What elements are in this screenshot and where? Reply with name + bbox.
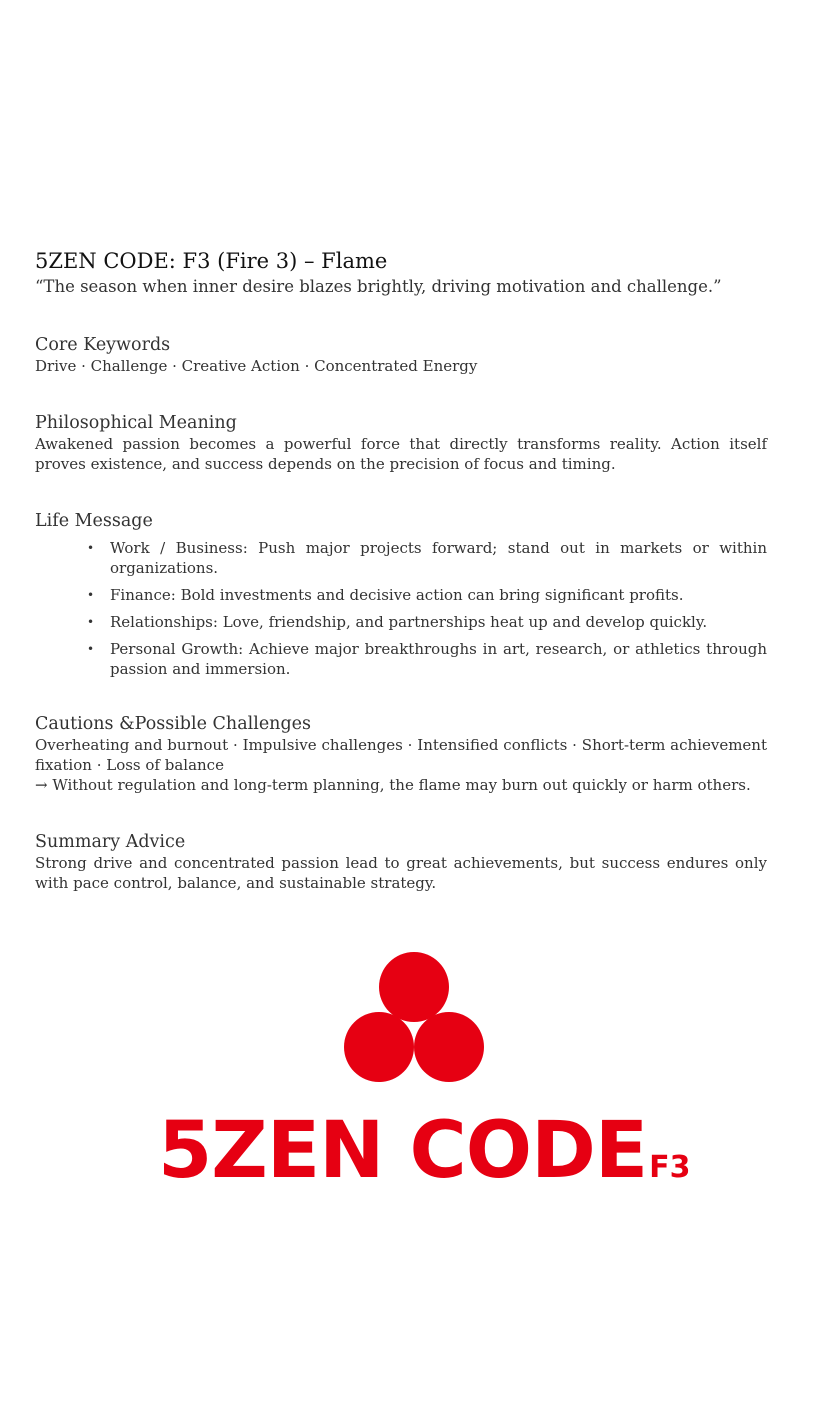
section-summary-advice (35, 831, 767, 893)
section-body: Awakened passion becomes a powerful force that directly transforms reality. Action itself proves existence, and success depends on the precision of focus and timing. (35, 435, 767, 473)
list-item (87, 639, 767, 679)
list-item-text: Finance: Bold investments and decisive action can bring significant profits. (110, 586, 684, 604)
list-item-text: Relationships: Love, friendship, and partnerships heat up and develop quickly. (110, 613, 708, 631)
section-heading: Summary Advice (35, 832, 186, 852)
section-philosophical-meaning (35, 412, 767, 474)
bullet-icon: • (87, 588, 95, 602)
section-body: Overheating and burnout · Impulsive challenges · Intensified conflicts · Short-term achievement fixation · Loss of balance (35, 736, 767, 774)
section-body: Drive · Challenge · Creative Action · Concentrated Energy (35, 357, 478, 375)
bullet-icon: • (87, 541, 95, 555)
list-item-text: Personal Growth: Achieve major breakthroughs in art, research, or athletics through passion and immersion. (110, 640, 767, 678)
brand-logo (0, 950, 827, 1200)
list-item (87, 585, 767, 605)
three-circles-icon (339, 950, 489, 1085)
life-message-list (35, 538, 767, 679)
list-item-text: Work / Business: Push major projects forward; stand out in markets or within organizations. (110, 539, 767, 577)
section-heading: Core Keywords (35, 335, 171, 355)
bullet-icon: • (87, 642, 95, 656)
logo-wordmark (158, 1106, 691, 1207)
section-heading: Philosophical Meaning (35, 413, 237, 433)
section-life-message (35, 510, 767, 679)
section-core-keywords (35, 334, 767, 376)
logo-name: 5ZEN CODE (158, 1106, 648, 1196)
section-heading: Life Message (35, 511, 153, 531)
document-content (35, 247, 767, 893)
section-cautions (35, 713, 767, 795)
page-subtitle: “The season when inner desire blazes brightly, driving motivation and challenge.” (35, 277, 722, 296)
list-item (87, 612, 767, 632)
page-title: 5ZEN CODE: F3 (Fire 3) – Flame (35, 249, 388, 273)
list-item (87, 538, 767, 578)
logo-code: F3 (649, 1150, 691, 1185)
bullet-icon: • (87, 615, 95, 629)
section-body: Strong drive and concentrated passion lead to great achievements, but success endures only with pace control, balance, and sustainable strategy. (35, 854, 767, 892)
section-note: → Without regulation and long-term planning, the flame may burn out quickly or harm others. (35, 776, 751, 794)
section-heading: Cautions &Possible Challenges (35, 714, 311, 734)
